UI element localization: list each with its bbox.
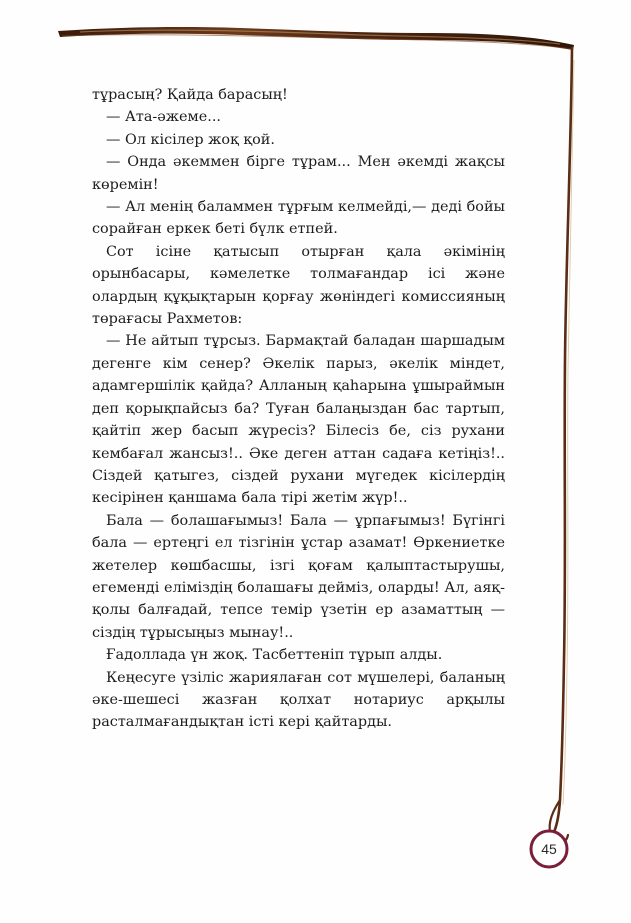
page-number: 45 [541, 841, 557, 857]
paragraph: — Ол кісілер жоқ қой. [106, 131, 275, 148]
paragraph: Бала — болашағымыз! Бала — ұрпағымыз! Бүгінгі бала — ертеңгі ел тізгінін ұстар азамат! Өркениетке жетелер көшбасшы, ізгі қоғам қалыптастырушы, егеменді еліміздің болашағы дейміз, оларды! Ал, аяқ-қолы балғадай, тепсе темір үзетін ер азаматтың — сіздің тұрысыңыз мынау!.. [92, 512, 505, 641]
paragraph: — Ата-әжеме... [106, 109, 221, 126]
frame-right-stroke [554, 48, 572, 832]
paragraph: — Ал менің баламмен тұрғым келмейді,— деді бойы сорайған еркек беті бүлк етпей. [92, 199, 505, 238]
paragraph: Ғадолладa үн жоқ. Тасбеттеніп тұрып алды. [106, 647, 443, 664]
paragraph: тұрасың? Қайда барасың! [92, 87, 288, 103]
body-text [92, 84, 505, 734]
paragraph: — Онда әкеммен бірге тұрам... Мен әкемді жақсы көремін! [92, 154, 505, 193]
paragraph: Кеңесуге үзіліс жариялаған сот мүшелері, баланың әке-шешесі жазған қолхат нотариус арқылы расталмағандықтан істі кері қайтарды. [92, 669, 505, 731]
paragraph: — Не айтып тұрсыз. Бармақтай баладан шаршадым дегенге кім сенер? Әкелік парыз, әкелік міндет, адамгершілік қайда? Алланың қаһарына ұшыраймын деп қорықпайсыз ба? Туған балаңыздан бас тартып, қайтіп жер басып жүресіз? Білесіз бе, сіз рухани кембағал жансыз!.. Әке деген аттан садаға кетіңіз!.. Сіздей қатыгез, сіздей рухани мүгедек кісілердің кесірінен қаншама бала тірі жетім жүр!.. [92, 333, 505, 507]
page-number-badge [528, 828, 570, 870]
paragraph: Сот ісіне қатысып отырған қала әкімінің орынбасары, кәмелетке толмағандар ісі және олардың құқықтарын қорғау жөніндегі комиссияның төрағасы Рахметов: [92, 243, 505, 328]
